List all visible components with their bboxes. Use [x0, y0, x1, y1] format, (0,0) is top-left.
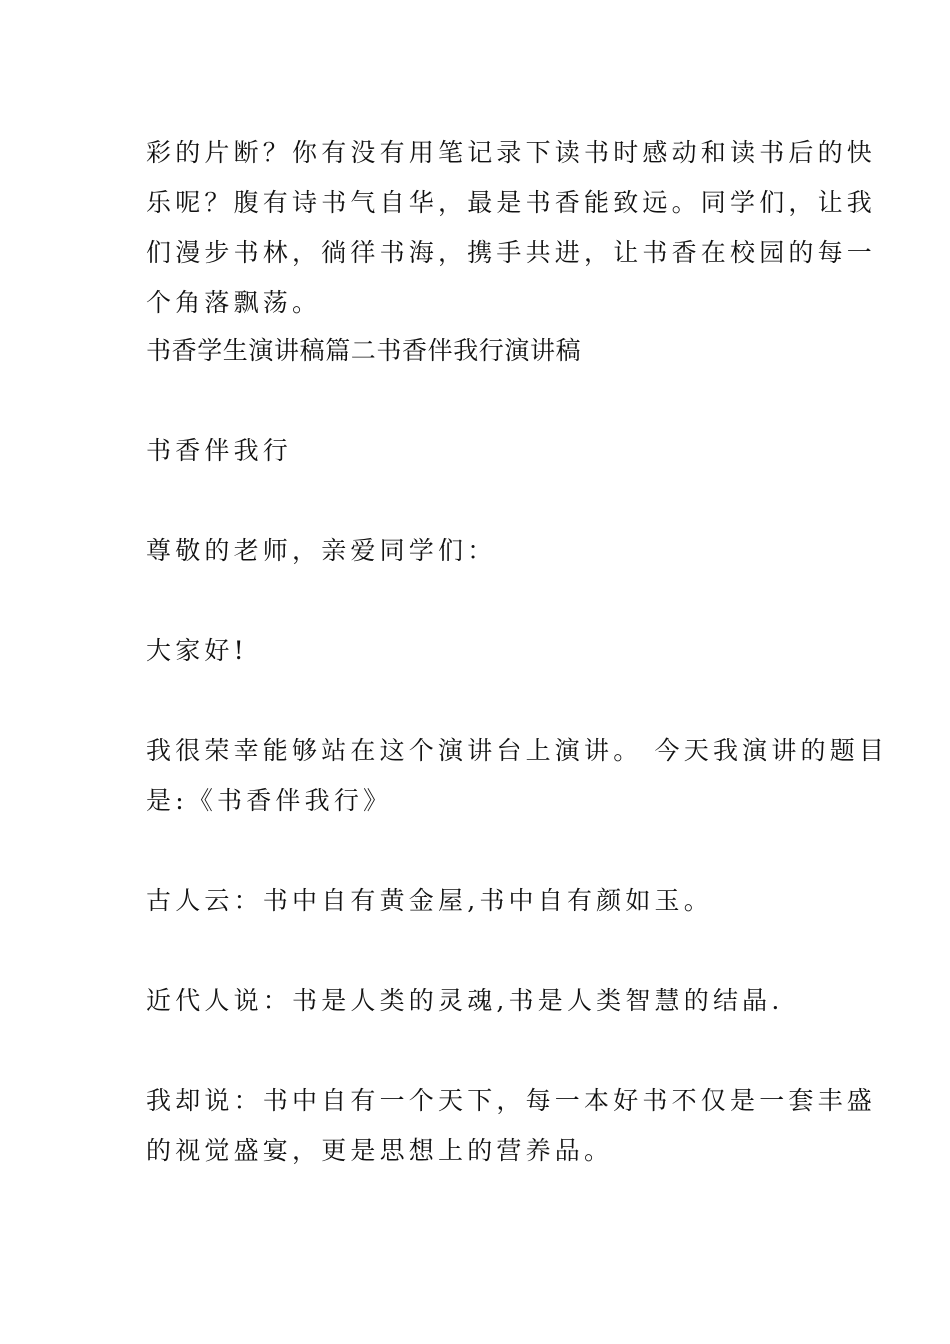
paragraph-line: 彩的片断？你有没有用笔记录下读书时感动和读书后的快 [146, 138, 877, 167]
paragraph-line: 近代人说：书是人类的灵魂,书是人类智慧的结晶. [146, 986, 784, 1015]
salutation: 尊敬的老师，亲爱同学们： [146, 536, 497, 565]
paragraph-line: 的视觉盛宴，更是思想上的营养品。 [146, 1136, 614, 1165]
paragraph-line: 是:《书香伴我行》 [146, 786, 393, 815]
paragraph-line: 我很荣幸能够站在这个演讲台上演讲。 今天我演讲的题目 [146, 736, 889, 765]
paragraph-line: 古人云：书中自有黄金屋,书中自有颜如玉。 [146, 886, 713, 915]
paragraph-line: 们漫步书林，徜徉书海，携手共进，让书香在校园的每一 [146, 238, 877, 267]
paragraph-line: 乐呢？腹有诗书气自华，最是书香能致远。同学们，让我 [146, 188, 877, 217]
speech-title: 书香伴我行 [146, 436, 293, 465]
section-heading: 书香学生演讲稿篇二书香伴我行演讲稿 [146, 336, 582, 365]
paragraph-line: 个角落飘荡。 [146, 288, 322, 317]
greeting: 大家好! [146, 636, 248, 665]
paragraph-line: 我却说：书中自有一个天下，每一本好书不仅是一套丰盛 [146, 1086, 877, 1115]
